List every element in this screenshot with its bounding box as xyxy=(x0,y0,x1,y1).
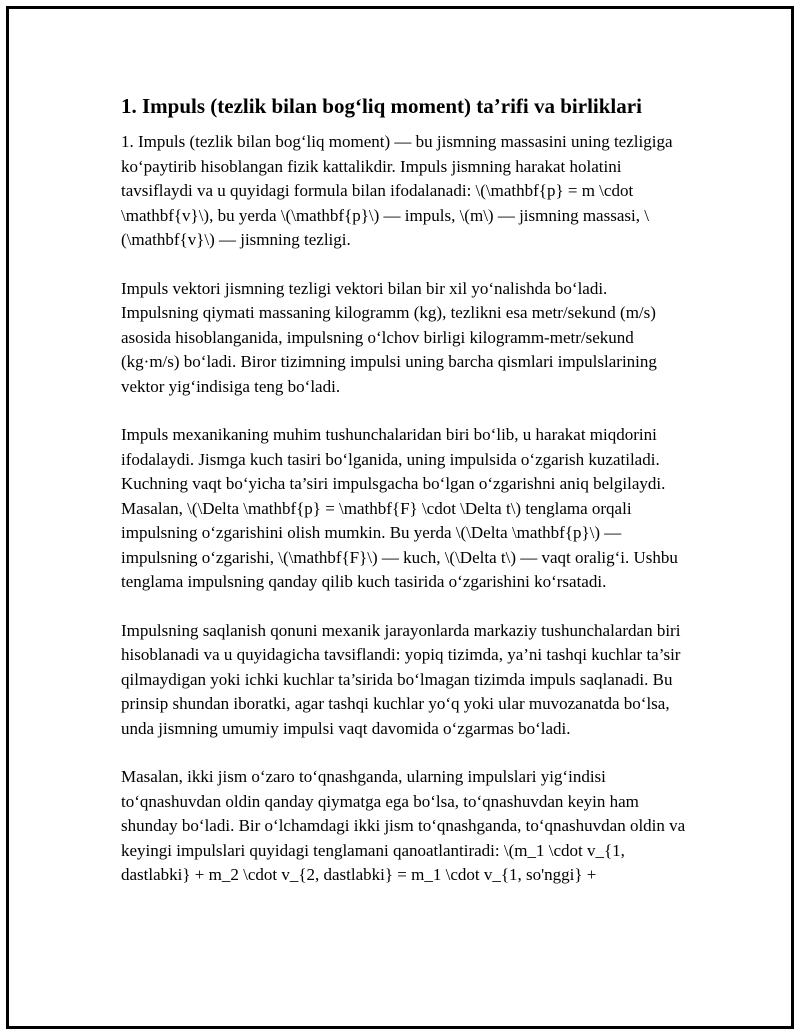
paragraph-conservation-law: Impulsning saqlanish qonuni mexanik jarayonlarda markaziy tushunchalardan biri hisoblanadi va u quyidagicha tavsiflandi: yopiq tizimda, ya’ni tashqi kuchlar ta’sir qilmaydigan yoki ichki kuchlar ta’sirida bo‘lmagan tizimda impuls saqlanadi. Bu prinsip shundan iboratki, agar tashqi kuchlar yo‘q yoki ular muvozanatda bo‘lsa, unda jismning umumiy impulsi vaqt davomida o‘zgarmas bo‘ladi. xyxy=(121,620,681,738)
paragraph-definition: 1. Impuls (tezlik bilan bog‘liq moment) — bu jismning massasini uning tezligiga ko‘paytirib hisoblangan fizik kattalikdir. Impuls jismning harakat holatini tavsiflaydi va u quyidagi formula bilan ifodalanadi: \(\mathbf{p} = m \cdot \mathbf{v}\), bu yerda \(\mathbf{p}\) — impuls, \(m\) — jismning massasi, \(\mathbf{v}\) — jismning tezligi. xyxy=(121,132,673,249)
page-border xyxy=(6,6,794,1029)
paragraph-collision-example: Masalan, ikki jism o‘zaro to‘qnashganda, ularning impulslari yig‘indisi to‘qnashuvdan oldin qanday qiymatga ega bo‘lsa, to‘qnashuvdan keyin ham shunday bo‘ladi. Bir o‘lchamdagi ikki jism to‘qnashganda, to‘qnashuvdan oldin va keyingi impulslari quyidagi tenglamani qanoatlantiradi: \(m_1 \cdot v_{1, dastlabki} + m_2 \cdot v_{2, dastlabki} = m_1 \cdot v_{1, so'nggi} + xyxy=(121,767,686,884)
document-body xyxy=(121,94,687,912)
paragraph-units: Impuls vektori jismning tezligi vektori bilan bir xil yo‘nalishda bo‘ladi. Impulsning qiymati massaning kilogramm (kg), tezlikni esa metr/sekund (m/s) asosida hisoblanganida, impulsning o‘lchov birligi kilogramm-metr/sekund (kg·m/s) bo‘ladi. Biror tizimning impulsi uning barcha qismlari impulslarining vektor yig‘indisiga teng bo‘ladi. xyxy=(121,278,657,396)
document-title: 1. Impuls (tezlik bilan bog‘liq moment) ta’rifi va birliklari xyxy=(121,94,642,118)
paragraph-force-impulse: Impuls mexanikaning muhim tushunchalaridan biri bo‘lib, u harakat miqdorini ifodalaydi. Jismga kuch tasiri bo‘lganida, uning impulsida o‘zgarish kuzatiladi. Kuchning vaqt bo‘yicha ta’siri impulsgacha bo‘lgan o‘zgarishni aniq belgilaydi. Masalan, \(\Delta \mathbf{p} = \mathbf{F} \cdot \Delta t\) tenglama orqali impulsning o‘zgarishini olish mumkin. Bu yerda \(\Delta \mathbf{p}\) — impulsning o‘zgarishi, \(\mathbf{F}\) — kuch, \(\Delta t\) — vaqt oralig‘i. Ushbu tenglama impulsning qanday qilib kuch tasirida o‘zgarishini ko‘rsatadi. xyxy=(121,425,678,591)
